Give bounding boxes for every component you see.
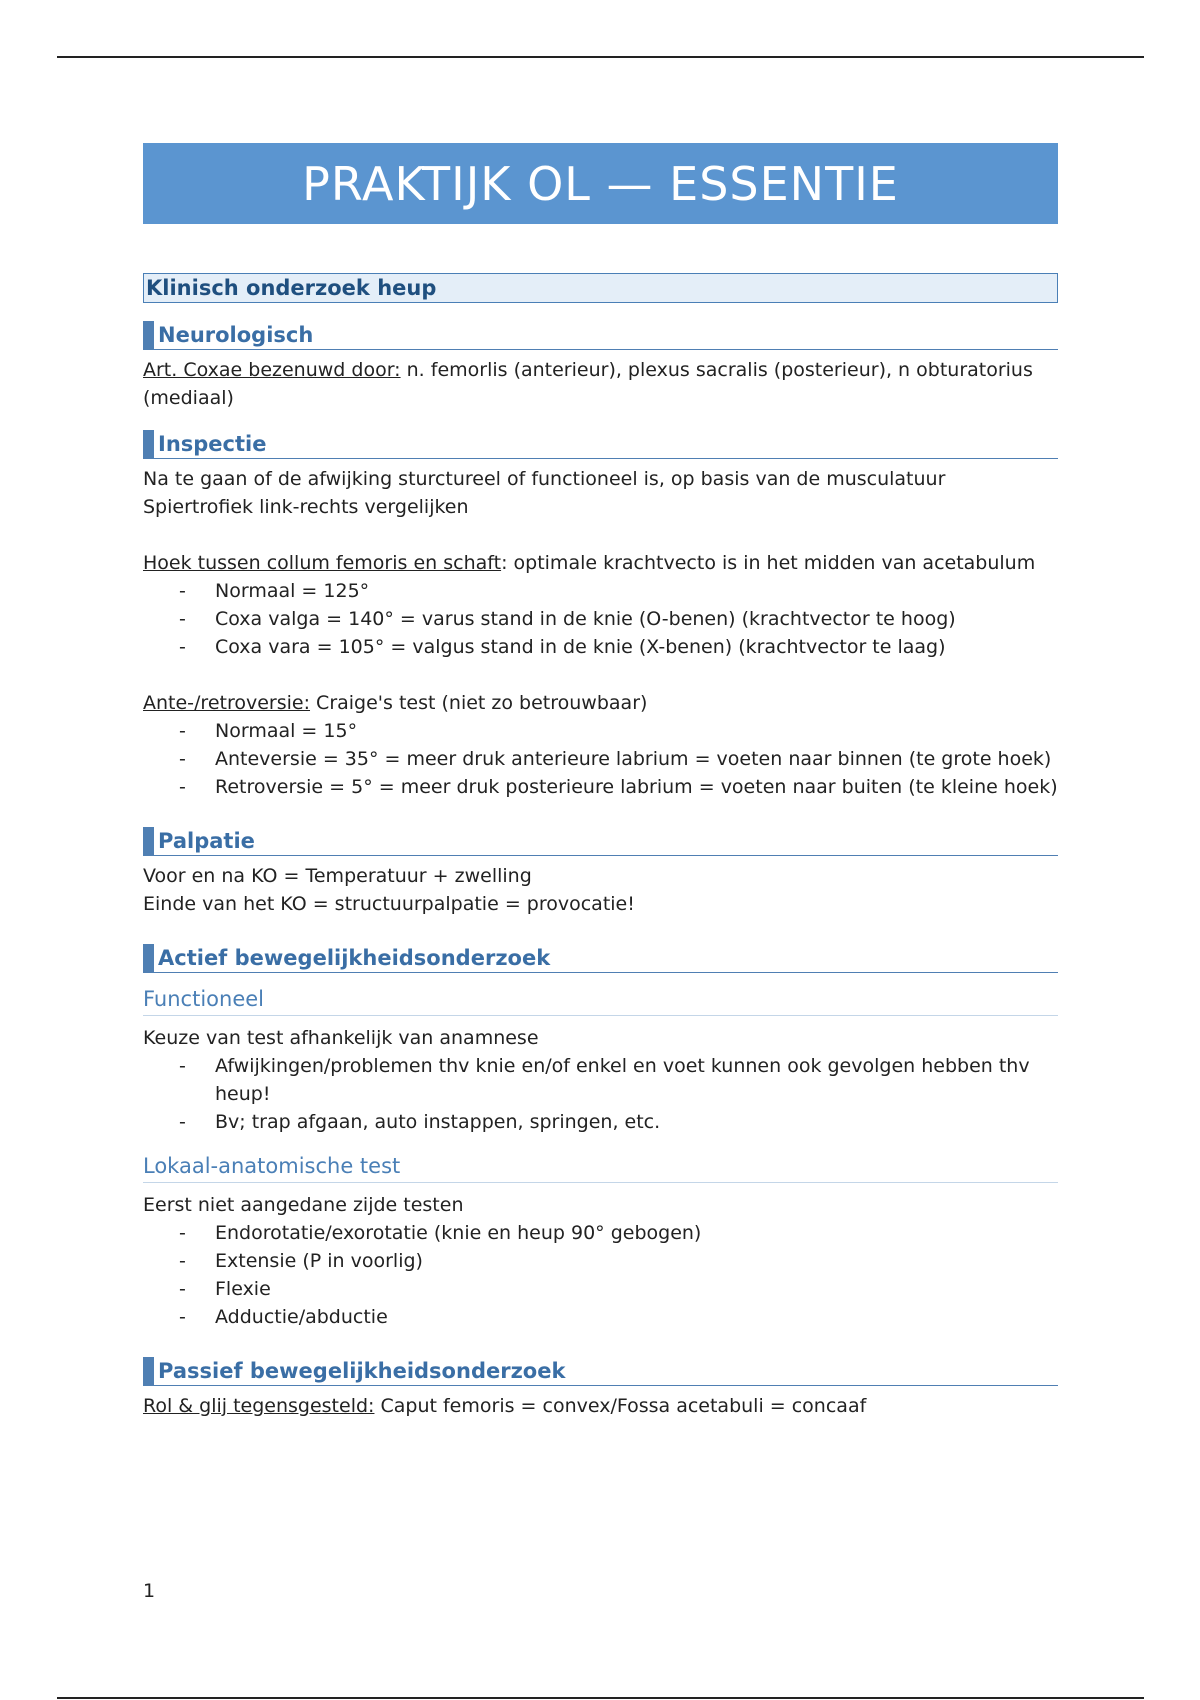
list-item: - Adductie/abductie xyxy=(179,1306,388,1328)
heading-neurologisch xyxy=(143,321,1058,350)
list-item: - Coxa valga = 140° = varus stand in de knie (O-benen) (krachtvector te hoog) xyxy=(179,608,956,630)
passief-label: Rol & glij tegensgesteld: xyxy=(143,1395,375,1417)
document-body xyxy=(143,143,1058,1420)
ante-label: Ante-/retroversie: xyxy=(143,692,311,714)
heading-passief xyxy=(143,1357,1058,1386)
heading-bar xyxy=(143,430,154,458)
list-item-text: Normaal = 15° xyxy=(215,720,358,742)
list-item: - Bv; trap afgaan, auto instappen, springen, etc. xyxy=(179,1111,661,1133)
hoek-list xyxy=(143,577,1058,661)
hoek-text: : optimale krachtvecto is in het midden van acetabulum xyxy=(501,552,1036,574)
inspectie-line-1: Na te gaan of de afwijking sturctureel of functioneel is, op basis van de musculatuur xyxy=(143,468,946,490)
subheading-functioneel: Functioneel xyxy=(143,987,1058,1016)
heading-palpatie xyxy=(143,827,1058,856)
document-title: PRAKTIJK OL — ESSENTIE xyxy=(143,143,1058,224)
part-title: Klinisch onderzoek heup xyxy=(143,273,1058,303)
heading-bar xyxy=(143,944,154,972)
subheading-lokaal: Lokaal-anatomische test xyxy=(143,1154,1058,1183)
list-item: - Retroversie = 5° = meer druk posterieure labrium = voeten naar buiten (te kleine hoek) xyxy=(179,776,1058,798)
lokaal-intro: Eerst niet aangedane zijde testen xyxy=(143,1194,464,1216)
list-item-text: Extensie (P in voorlig) xyxy=(215,1250,423,1272)
heading-text: Passief bewegelijkheidsonderzoek xyxy=(158,1359,566,1383)
neurologisch-paragraph xyxy=(143,356,1058,412)
list-item-text: Endorotatie/exorotatie (knie en heup 90° gebogen) xyxy=(215,1222,702,1244)
list-item-text: Coxa vara = 105° = valgus stand in de knie (X-benen) (krachtvector te laag) xyxy=(215,636,946,658)
ante-text: Craige's test (niet zo betrouwbaar) xyxy=(310,692,648,714)
inspectie-line-2: Spiertrofiek link-rechts vergelijken xyxy=(143,496,469,518)
list-item-text: Afwijkingen/problemen thv knie en/of enkel en voet kunnen ook gevolgen hebben thv heup! xyxy=(215,1055,1030,1105)
list-item: - Extensie (P in voorlig) xyxy=(179,1250,423,1272)
heading-bar xyxy=(143,1357,154,1385)
list-item-text: Retroversie = 5° = meer druk posterieure labrium = voeten naar buiten (te kleine hoek) xyxy=(215,776,1058,798)
ante-paragraph xyxy=(143,689,1058,717)
hoek-label: Hoek tussen collum femoris en schaft xyxy=(143,552,502,574)
list-item: - Endorotatie/exorotatie (knie en heup 90° gebogen) xyxy=(179,1222,702,1244)
heading-text: Inspectie xyxy=(158,432,267,456)
heading-inspectie xyxy=(143,430,1058,459)
ante-list xyxy=(143,717,1058,801)
list-item: - Flexie xyxy=(179,1278,271,1300)
list-item: - Normaal = 15° xyxy=(179,720,358,742)
palpatie-line-2: Einde van het KO = structuurpalpatie = provocatie! xyxy=(143,893,635,915)
hoek-paragraph xyxy=(143,549,1058,577)
list-item: - Anteversie = 35° = meer druk anterieure labrium = voeten naar binnen (te grote hoek) xyxy=(179,748,1052,770)
spacer xyxy=(143,661,1058,689)
heading-actief xyxy=(143,944,1058,973)
functioneel-list xyxy=(143,1052,1058,1136)
list-item-text: Coxa valga = 140° = varus stand in de knie (O-benen) (krachtvector te hoog) xyxy=(215,608,956,630)
list-item-text: Bv; trap afgaan, auto instappen, springen, etc. xyxy=(215,1111,661,1133)
page-number: 1 xyxy=(143,1580,156,1602)
header-rule xyxy=(57,56,1144,58)
heading-text: Actief bewegelijkheidsonderzoek xyxy=(158,946,551,970)
palpatie-line-1: Voor en na KO = Temperatuur + zwelling xyxy=(143,865,532,887)
functioneel-intro: Keuze van test afhankelijk van anamnese xyxy=(143,1027,539,1049)
list-item-text: Anteversie = 35° = meer druk anterieure labrium = voeten naar binnen (te grote hoek) xyxy=(215,748,1052,770)
lokaal-list xyxy=(143,1219,1058,1331)
passief-paragraph xyxy=(143,1392,1058,1420)
list-item-text: Adductie/abductie xyxy=(215,1306,388,1328)
heading-bar xyxy=(143,827,154,855)
list-item: - Coxa vara = 105° = valgus stand in de knie (X-benen) (krachtvector te laag) xyxy=(179,636,946,658)
neurologisch-text: n. femorlis (anterieur), plexus sacralis (posterieur), n obturatorius (mediaal) xyxy=(143,359,1033,409)
heading-bar xyxy=(143,321,154,349)
passief-text: Caput femoris = convex/Fossa acetabuli = concaaf xyxy=(374,1395,867,1417)
list-item: - Afwijkingen/problemen thv knie en/of enkel en voet kunnen ook gevolgen hebben thv heup! xyxy=(179,1055,1030,1105)
spacer xyxy=(143,521,1058,549)
heading-text: Palpatie xyxy=(158,829,255,853)
footer-rule xyxy=(57,1697,1144,1699)
list-item: - Normaal = 125° xyxy=(179,580,370,602)
list-item-text: Flexie xyxy=(215,1278,271,1300)
heading-text: Neurologisch xyxy=(158,323,314,347)
list-item-text: Normaal = 125° xyxy=(215,580,370,602)
neurologisch-label: Art. Coxae bezenuwd door: xyxy=(143,359,401,381)
